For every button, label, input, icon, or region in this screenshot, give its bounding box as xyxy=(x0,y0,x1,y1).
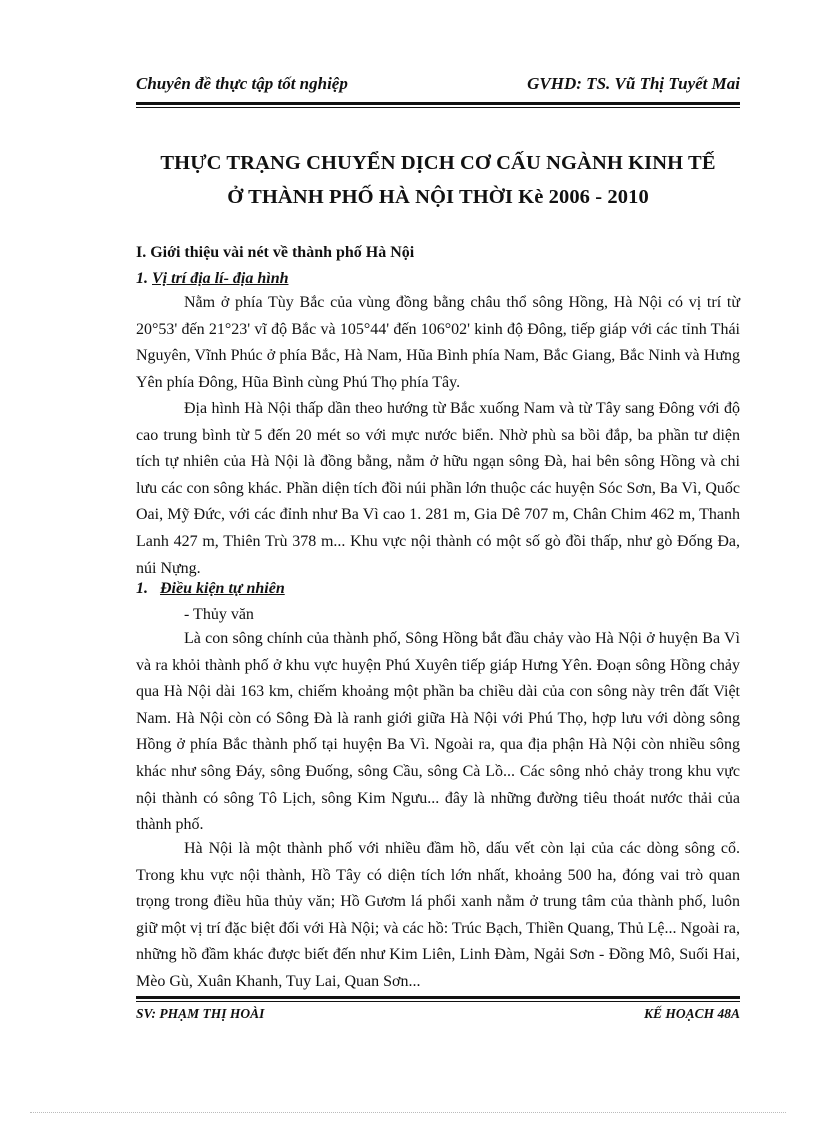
subsection-heading-natural-conditions xyxy=(136,580,285,598)
header-rule-thick xyxy=(136,102,740,105)
subsection-number: 1. xyxy=(136,270,148,287)
subsection-label: Điều kiện tự nhiên xyxy=(160,580,285,597)
paragraph-rivers: Là con sông chính của thành phố, Sông Hồng bắt đầu chảy vào Hà Nội ở huyện Ba Vì và ra khỏi thành phố ở khu vực huyện Phú Xuyên tiếp giáp Hưng Yên. Đoạn sông Hồng chảy qua Hà Nội dài 163 km, chiếm khoảng một phần ba chiều dài của con sông này trên đất Việt Nam. Hà Nội còn có Sông Đà là ranh giới giữa Hà Nội với Phú Thọ, hợp lưu với dòng sông Hồng ở phía Bắc thành phố tại huyện Ba Vì. Ngoài ra, qua địa phận Hà Nội còn nhiều sông khác như sông Đáy, sông Đuống, sông Cầu, sông Cà Lồ... Các sông nhỏ chảy trong khu vực nội thành có sông Tô Lịch, sông Kim Ngưu... đây là những đường tiêu thoát nước thải của thành phố. xyxy=(136,630,740,834)
header-course-title: Chuyên đề thực tập tốt nghiệp xyxy=(136,74,348,93)
subsection-label: Vị trí địa lí- địa hình xyxy=(152,270,289,287)
header-rule-thin xyxy=(136,107,740,108)
paragraph-location: Nằm ở phía Tùy Bắc của vùng đồng bằng châu thổ sông Hồng, Hà Nội có vị trí từ 20°53' đến 21°23' vĩ độ Bắc và 105°44' đến 106°02' kinh độ Đông, tiếp giáp với các tỉnh Thái Nguyên, Vĩnh Phúc ở phía Bắc, Hà Nam, Hũa Bình phía Nam, Bắc Giang, Bắc Ninh và Hưng Yên phía Đông, Hũa Bình cùng Phú Thọ phía Tây. xyxy=(136,294,740,391)
footer-rule-thin xyxy=(136,1001,740,1002)
document-title-line-1: THỰC TRẠNG CHUYỂN DỊCH CƠ CẤU NGÀNH KINH TẾ xyxy=(160,152,716,174)
subsection-number: 1. xyxy=(136,580,148,597)
footer-student-name: SV: PHẠM THỊ HOÀI xyxy=(136,1006,265,1021)
header-supervisor: GVHD: TS. Vũ Thị Tuyết Mai xyxy=(527,74,740,93)
section-heading: I. Giới thiệu vài nét về thành phố Hà Nội xyxy=(136,244,415,261)
page-header xyxy=(136,74,740,98)
list-item-hydrology: - Thủy văn xyxy=(184,606,254,623)
subsection-heading-location xyxy=(136,270,288,288)
document-title-line-2: Ở THÀNH PHỐ HÀ NỘI THỜI Kè 2006 - 2010 xyxy=(227,186,649,208)
page-footer xyxy=(136,1006,740,1028)
footer-class: KẾ HOẠCH 48A xyxy=(643,1006,740,1021)
page-bottom-border xyxy=(30,1112,786,1113)
paragraph-terrain: Địa hình Hà Nội thấp dần theo hướng từ Bắc xuống Nam và từ Tây sang Đông với độ cao trung bình từ 5 đến 20 mét so với mực nước biển. Nhờ phù sa bồi đắp, ba phần tư diện tích tự nhiên của Hà Nội là đồng bằng, nằm ở hữu ngạn sông Đà, hai bên sông Hồng và chi lưu các con sông khác. Phần diện tích đồi núi phần lớn thuộc các huyện Sóc Sơn, Ba Vì, Quốc Oai, Mỹ Đức, với các đỉnh như Ba Vì cao 1. 281 m, Gia Dê 707 m, Chân Chim 462 m, Thanh Lanh 427 m, Thiên Trù 378 m... Khu vực nội thành có một số gò đồi thấp, như gò Đống Đa, núi Nựng. xyxy=(136,400,740,577)
paragraph-lakes: Hà Nội là một thành phố với nhiều đầm hồ, dấu vết còn lại của các dòng sông cổ. Trong khu vực nội thành, Hồ Tây có diện tích lớn nhất, khoảng 500 ha, đóng vai trò quan trọng trong điều hũa thủy văn; Hồ Gươm lá phổi xanh nằm ở trung tâm của thành phố, luôn giữ một vị trí đặc biệt đối với Hà Nội; và các hồ: Trúc Bạch, Thiền Quang, Thủ Lệ... Ngoài ra, những hồ đầm khác được biết đến như Kim Liên, Linh Đàm, Ngải Sơn - Đồng Mô, Suối Hai, Mèo Gù, Xuân Khanh, Tuy Lai, Quan Sơn... xyxy=(136,840,740,990)
footer-rule-thick xyxy=(136,996,740,999)
